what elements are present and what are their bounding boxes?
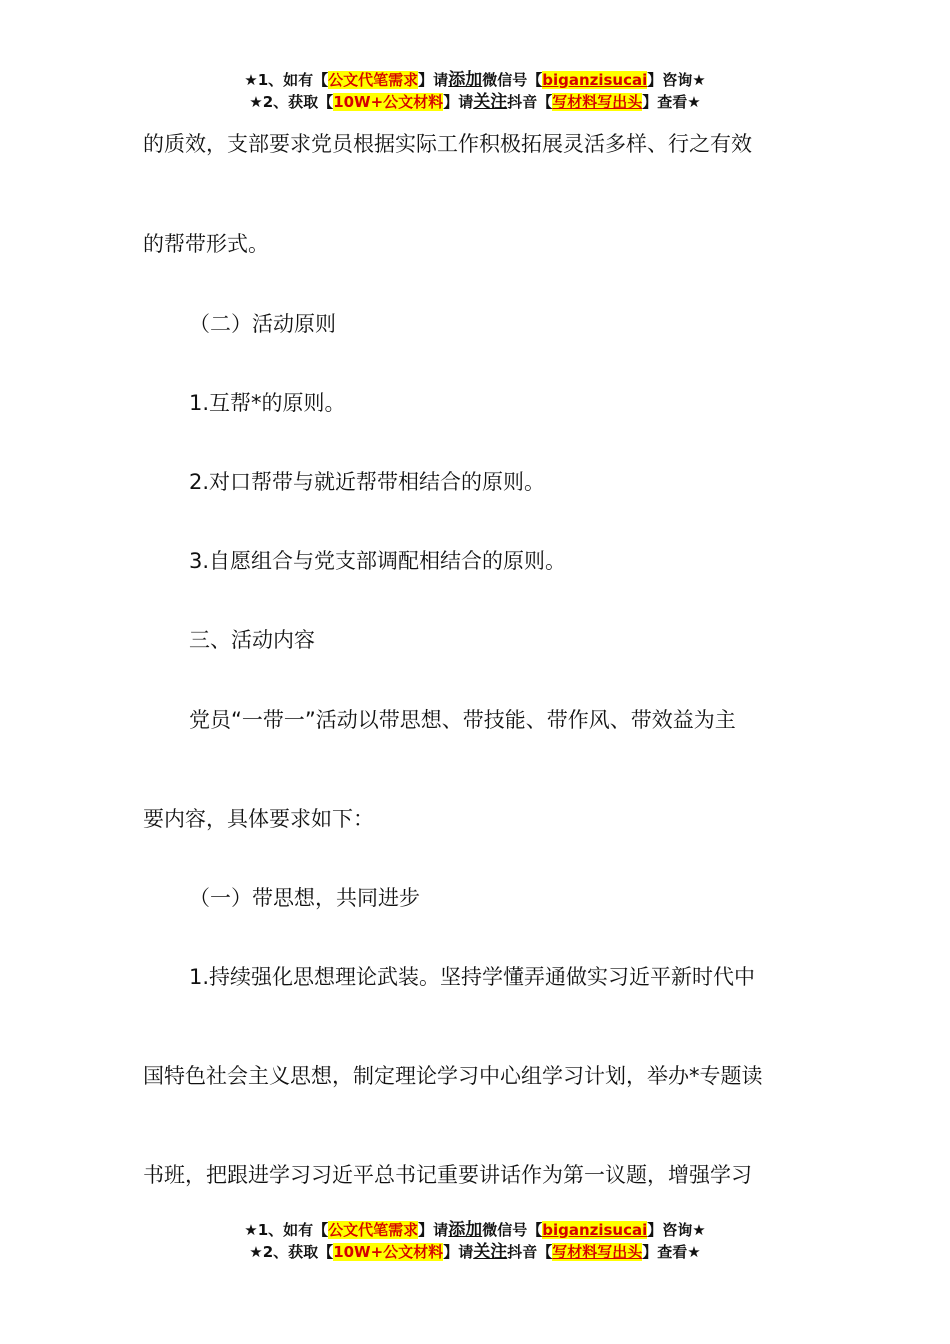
highlight-materials: 10W+公文材料 bbox=[333, 93, 444, 111]
header-banner bbox=[0, 69, 950, 113]
section-heading: 三、活动内容 bbox=[189, 628, 315, 652]
body-line: 书班，把跟进学习习近平总书记重要讲话作为第一议题，增强学习 bbox=[143, 1163, 752, 1187]
wechat-id: biganzisucai bbox=[542, 71, 648, 89]
list-item: 1.持续强化思想理论武装。坚持学懂弄通做实习近平新时代中 bbox=[189, 965, 756, 989]
body-line: 国特色社会主义思想，制定理论学习中心组学习计划，举办*专题读 bbox=[143, 1064, 763, 1088]
section-heading: （一）带思想，共同进步 bbox=[189, 886, 420, 910]
douyin-account: 写材料写出头 bbox=[552, 1243, 643, 1261]
body-line: 的质效，支部要求党员根据实际工作积极拓展灵活多样、行之有效 bbox=[143, 132, 752, 156]
body-line: 党员“一带一”活动以带思想、带技能、带作风、带效益为主 bbox=[189, 708, 736, 732]
highlight-service: 公文代笔需求 bbox=[328, 1221, 419, 1239]
body-line: 要内容，具体要求如下： bbox=[143, 807, 374, 831]
banner-line-2: ★2、获取【10W+公文材料】请关注抖音【写材料写出头】查看★ bbox=[249, 92, 701, 112]
banner-line-1: ★1、如有【公文代笔需求】请添加微信号【biganzisucai】咨询★ bbox=[244, 70, 706, 90]
list-item: 1.互帮*的原则。 bbox=[189, 391, 346, 415]
highlight-service: 公文代笔需求 bbox=[328, 71, 419, 89]
wechat-id: biganzisucai bbox=[542, 1221, 648, 1239]
douyin-account: 写材料写出头 bbox=[552, 93, 643, 111]
highlight-materials: 10W+公文材料 bbox=[333, 1243, 444, 1261]
footer-banner bbox=[0, 1219, 950, 1263]
list-item: 2.对口帮带与就近帮带相结合的原则。 bbox=[189, 470, 546, 494]
banner-line-2: ★2、获取【10W+公文材料】请关注抖音【写材料写出头】查看★ bbox=[249, 1242, 701, 1262]
body-line: 的帮带形式。 bbox=[143, 232, 269, 256]
section-heading: （二）活动原则 bbox=[189, 312, 336, 336]
banner-line-1: ★1、如有【公文代笔需求】请添加微信号【biganzisucai】咨询★ bbox=[244, 1220, 706, 1240]
list-item: 3.自愿组合与党支部调配相结合的原则。 bbox=[189, 549, 567, 573]
